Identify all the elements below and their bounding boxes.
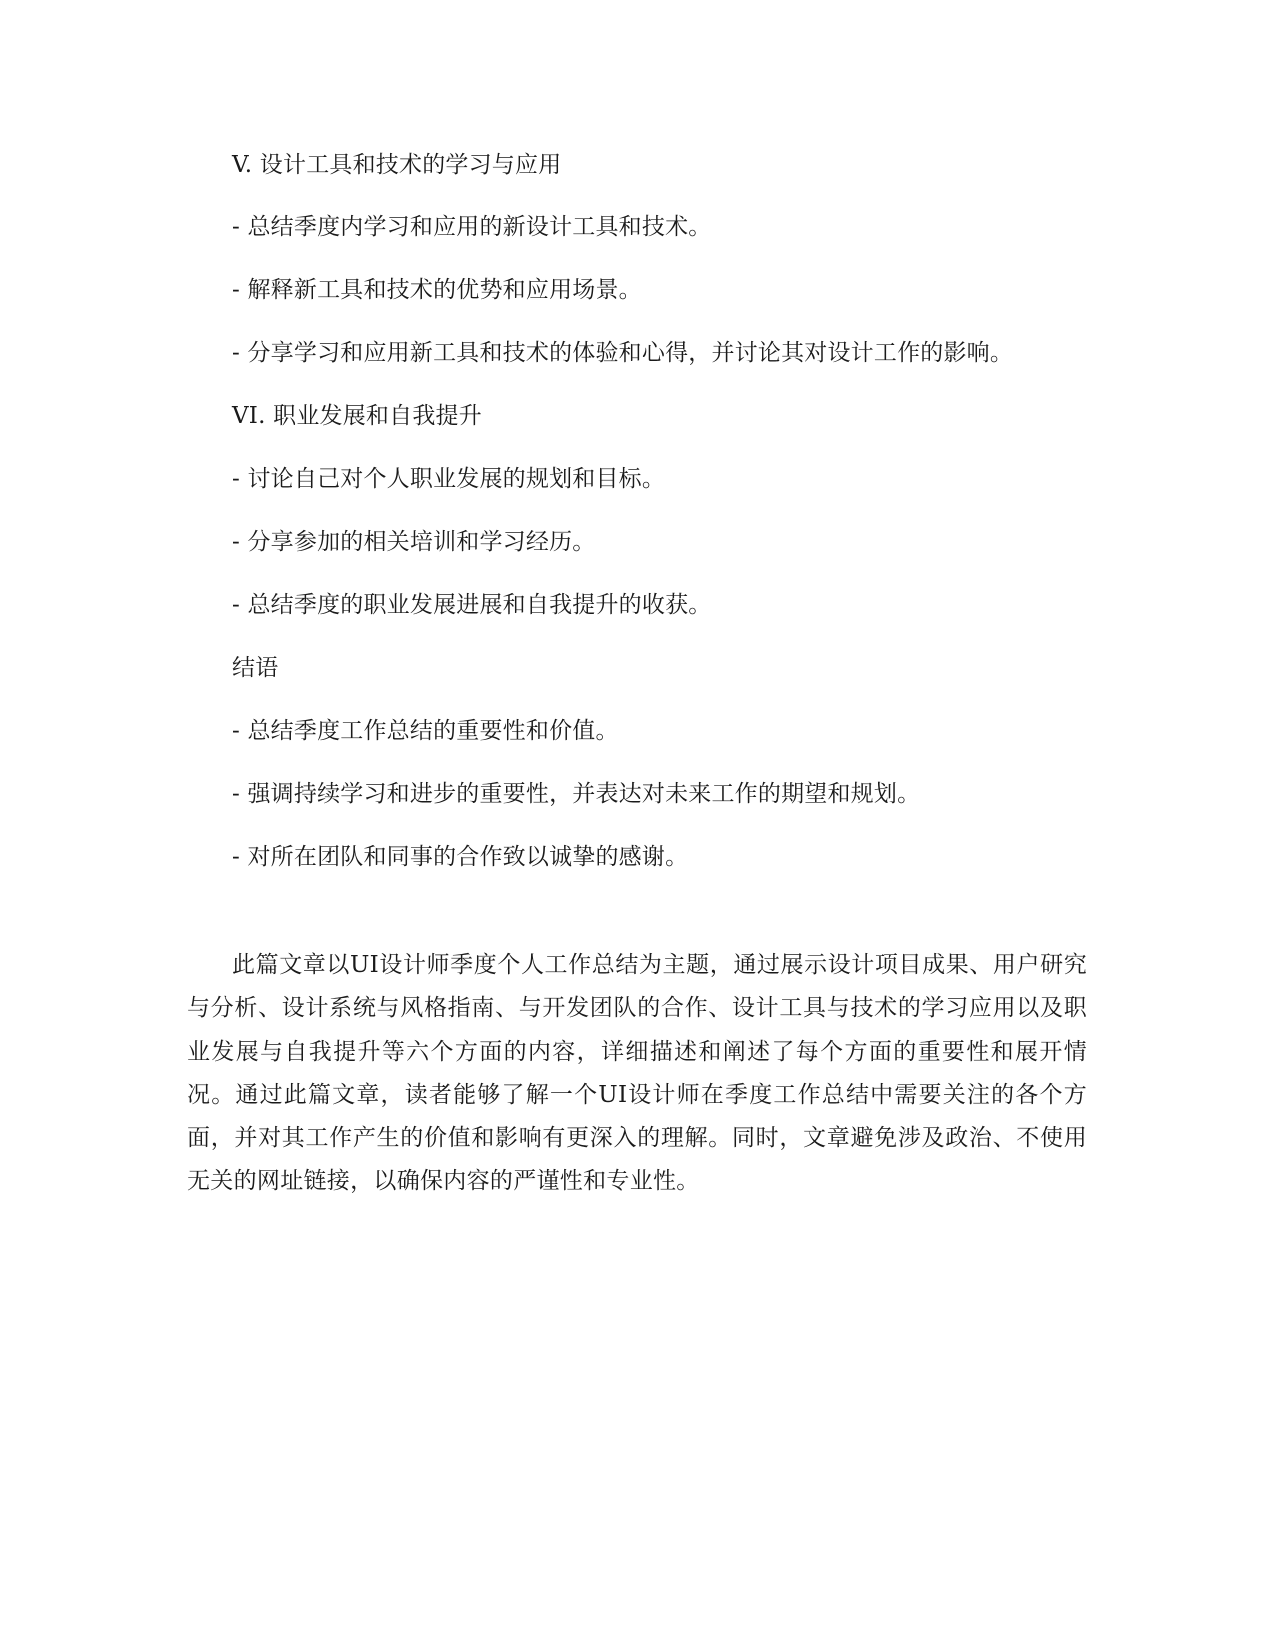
list-item: - 对所在团队和同事的合作致以诚挚的感谢。 — [232, 844, 689, 870]
list-item: - 总结季度的职业发展进展和自我提升的收获。 — [232, 592, 712, 618]
list-item: - 分享学习和应用新工具和技术的体验和心得，并讨论其对设计工作的影响。 — [232, 340, 1014, 366]
conclusion-heading: 结语 — [232, 655, 279, 681]
summary-paragraph: 此篇文章以UI设计师季度个人工作总结为主题，通过展示设计项目成果、用户研究与分析、设计系统与风格指南、与开发团队的合作、设计工具与技术的学习应用以及职业发展与自我提升等六个方面的内容，详细描述和阐述了每个方面的重要性和展开情况。通过此篇文章，读者能够了解一个UI设计师在季度工作总结中需要关注的各个方面，并对其工作产生的价值和影响有更深入的理解。同时，文章避免涉及政治、不使用无关的网址链接，以确保内容的严谨性和专业性。 — [187, 952, 1087, 1195]
list-item: - 解释新工具和技术的优势和应用场景。 — [232, 277, 642, 303]
list-item: - 强调持续学习和进步的重要性，并表达对未来工作的期望和规划。 — [232, 781, 921, 807]
section-heading-v: V. 设计工具和技术的学习与应用 — [232, 152, 562, 178]
list-item: - 分享参加的相关培训和学习经历。 — [232, 529, 596, 555]
section-heading-vi: VI. 职业发展和自我提升 — [232, 403, 482, 429]
list-item: - 总结季度工作总结的重要性和价值。 — [232, 718, 619, 744]
list-item: - 讨论自己对个人职业发展的规划和目标。 — [232, 466, 666, 492]
list-item: - 总结季度内学习和应用的新设计工具和技术。 — [232, 214, 712, 240]
